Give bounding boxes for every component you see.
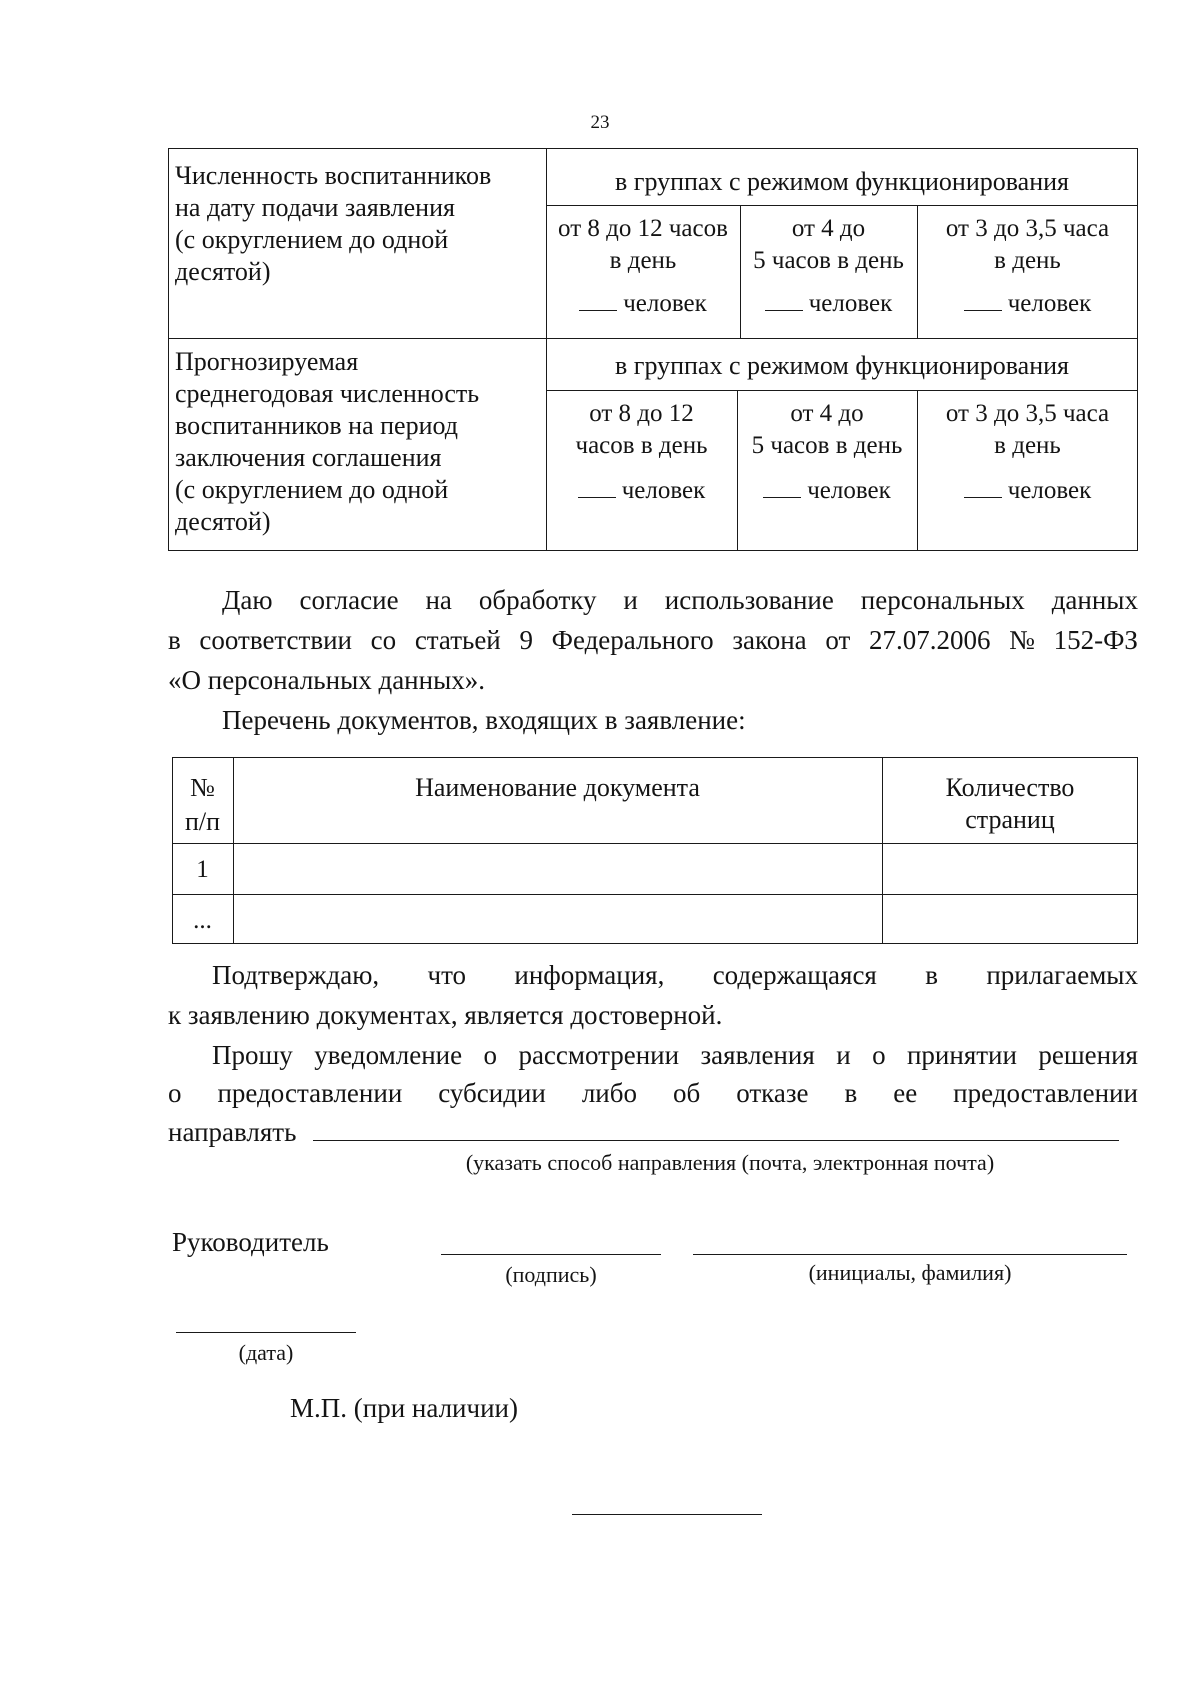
row2-col2-line2: 5 часов в день bbox=[751, 432, 903, 459]
row2-col2-count bbox=[737, 475, 917, 507]
word: информация, bbox=[514, 960, 665, 990]
row1-col1-count bbox=[546, 288, 740, 320]
word: об bbox=[672, 1078, 701, 1108]
word: предоставлении bbox=[217, 1078, 403, 1108]
row2-header-underline bbox=[546, 390, 1138, 391]
row1-col2-count bbox=[740, 288, 917, 320]
word: либо bbox=[581, 1078, 637, 1108]
signature-caption: (подпись) bbox=[505, 1262, 597, 1287]
word: в bbox=[168, 625, 181, 655]
seal-note: М.П. (при наличии) bbox=[290, 1393, 518, 1423]
word: о bbox=[872, 1040, 886, 1070]
word: Подтверждаю, bbox=[212, 960, 380, 990]
word: решения bbox=[1038, 1040, 1138, 1070]
word: предоставлении bbox=[953, 1078, 1138, 1108]
word: от bbox=[825, 625, 851, 655]
word: Федерального bbox=[551, 625, 714, 655]
confirm-line-1 bbox=[212, 955, 1138, 995]
doc-row-number: ... bbox=[193, 907, 212, 934]
doc-row-name[interactable] bbox=[233, 905, 882, 937]
word: в bbox=[925, 960, 938, 990]
row2-col1-count bbox=[546, 475, 737, 507]
date-caption: (дата) bbox=[238, 1340, 294, 1365]
word: № bbox=[1009, 625, 1035, 655]
doc-row-number: 1 bbox=[196, 856, 209, 883]
doc-row-pages[interactable] bbox=[882, 854, 1138, 886]
count-unit: человек bbox=[808, 290, 893, 317]
word: уведомление bbox=[314, 1040, 463, 1070]
doc-number-header: № bbox=[190, 773, 215, 802]
signatory-role: Руководитель bbox=[172, 1227, 329, 1257]
word: статьей bbox=[414, 625, 501, 655]
documents-table-row-divider bbox=[172, 894, 1138, 895]
word: что bbox=[427, 960, 467, 990]
word: персональных bbox=[860, 585, 1025, 615]
word: субсидии bbox=[438, 1078, 546, 1108]
delivery-method-field[interactable] bbox=[313, 1140, 1119, 1141]
row1-col2-line2: 5 часов в день bbox=[753, 247, 904, 274]
row2-label-line: (с округлением до одной bbox=[175, 475, 449, 504]
word: Прошу bbox=[212, 1040, 293, 1070]
word: о bbox=[168, 1078, 182, 1108]
row1-col1-line1: от 8 до 12 часов bbox=[558, 215, 728, 242]
word: 9 bbox=[519, 625, 533, 655]
row1-col2-line1: от 4 до bbox=[791, 215, 866, 242]
row1-col3-count bbox=[917, 288, 1138, 320]
word: заявления bbox=[700, 1040, 815, 1070]
word: прилагаемых bbox=[986, 960, 1138, 990]
consent-line-1 bbox=[222, 580, 1138, 620]
date-field[interactable] bbox=[176, 1332, 356, 1333]
word: со bbox=[370, 625, 397, 655]
word: закона bbox=[732, 625, 807, 655]
row1-col3-line1: от 3 до 3,5 часа bbox=[945, 215, 1110, 242]
signature-field[interactable] bbox=[441, 1254, 661, 1255]
count-blank[interactable] bbox=[579, 288, 617, 311]
row2-label-line: среднегодовая численность bbox=[175, 379, 480, 408]
row2-label-line: воспитанников на период bbox=[175, 411, 458, 440]
row1-header: в группах с режимом функционирования bbox=[615, 167, 1069, 196]
word: 27.07.2006 bbox=[868, 625, 991, 655]
closing-separator bbox=[572, 1514, 762, 1515]
name-field[interactable] bbox=[693, 1254, 1127, 1255]
doc-row-name[interactable] bbox=[233, 854, 882, 886]
word: согласие bbox=[299, 585, 399, 615]
doc-number-header: п/п bbox=[184, 807, 221, 836]
doc-pages-header: Количество bbox=[945, 773, 1075, 802]
word: в bbox=[844, 1078, 858, 1108]
row2-col1-line1: от 8 до 12 bbox=[589, 400, 694, 427]
notify-line-2 bbox=[168, 1073, 1138, 1113]
count-unit: человек bbox=[1007, 477, 1092, 504]
word: обработку bbox=[478, 585, 597, 615]
confirm-line-2: к заявлению документах, является достоверной. bbox=[168, 1000, 723, 1030]
word: и bbox=[623, 585, 638, 615]
notify-line-3: направлять bbox=[168, 1117, 297, 1147]
row2-col2-line1: от 4 до bbox=[790, 400, 864, 427]
word: на bbox=[425, 585, 452, 615]
delivery-method-caption: (указать способ направления (почта, электронная почта) bbox=[465, 1150, 995, 1175]
row2-label-line: заключения соглашения bbox=[175, 443, 442, 472]
count-unit: человек bbox=[621, 477, 706, 504]
row1-label-line: Численность воспитанников bbox=[175, 161, 492, 190]
count-unit: человек bbox=[807, 477, 891, 504]
word: использование bbox=[664, 585, 834, 615]
headcount-table-row-divider bbox=[168, 338, 1138, 339]
name-caption: (инициалы, фамилия) bbox=[808, 1260, 1012, 1285]
row1-col1-line2: в день bbox=[609, 247, 677, 274]
count-blank[interactable] bbox=[964, 475, 1002, 498]
word: ее bbox=[893, 1078, 918, 1108]
doc-row-pages[interactable] bbox=[882, 905, 1138, 937]
word: принятии bbox=[906, 1040, 1017, 1070]
documents-table-header-divider bbox=[172, 843, 1138, 844]
word: рассмотрении bbox=[518, 1040, 680, 1070]
count-blank[interactable] bbox=[578, 475, 616, 498]
page-number: 23 bbox=[590, 112, 610, 133]
word: 152-ФЗ bbox=[1053, 625, 1138, 655]
consent-line-3: «О персональных данных». bbox=[168, 665, 485, 695]
count-unit: человек bbox=[623, 290, 707, 317]
row2-header: в группах с режимом функционирования bbox=[615, 351, 1069, 380]
row2-col1-line2: часов в день bbox=[575, 432, 708, 459]
word: отказе bbox=[736, 1078, 809, 1108]
row2-label-line: десятой) bbox=[175, 507, 271, 536]
notify-line-1 bbox=[212, 1035, 1138, 1075]
row2-label-line: Прогнозируемая bbox=[175, 347, 359, 376]
row2-col3-line1: от 3 до 3,5 часа bbox=[945, 400, 1110, 427]
word: данных bbox=[1051, 585, 1138, 615]
consent-line-2 bbox=[168, 620, 1138, 660]
doc-pages-header: страниц bbox=[965, 805, 1055, 834]
count-blank[interactable] bbox=[964, 288, 1002, 311]
word: содержащаяся bbox=[712, 960, 877, 990]
count-blank[interactable] bbox=[763, 475, 801, 498]
count-blank[interactable] bbox=[765, 288, 803, 311]
row1-label-line: (с округлением до одной bbox=[175, 225, 449, 254]
row2-col3-count bbox=[917, 475, 1138, 507]
row2-col3-line2: в день bbox=[994, 432, 1061, 459]
word: Даю bbox=[222, 585, 273, 615]
doc-name-header: Наименование документа bbox=[415, 773, 700, 802]
count-unit: человек bbox=[1007, 290, 1092, 317]
word: и bbox=[836, 1040, 851, 1070]
row1-header-underline bbox=[546, 205, 1138, 206]
documents-intro: Перечень документов, входящих в заявление: bbox=[222, 705, 746, 735]
row1-col3-line2: в день bbox=[994, 247, 1061, 274]
row1-label-line: на дату подачи заявления bbox=[175, 193, 455, 222]
row1-label-line: десятой) bbox=[175, 257, 271, 286]
word: соответствии bbox=[199, 625, 352, 655]
word: о bbox=[483, 1040, 498, 1070]
